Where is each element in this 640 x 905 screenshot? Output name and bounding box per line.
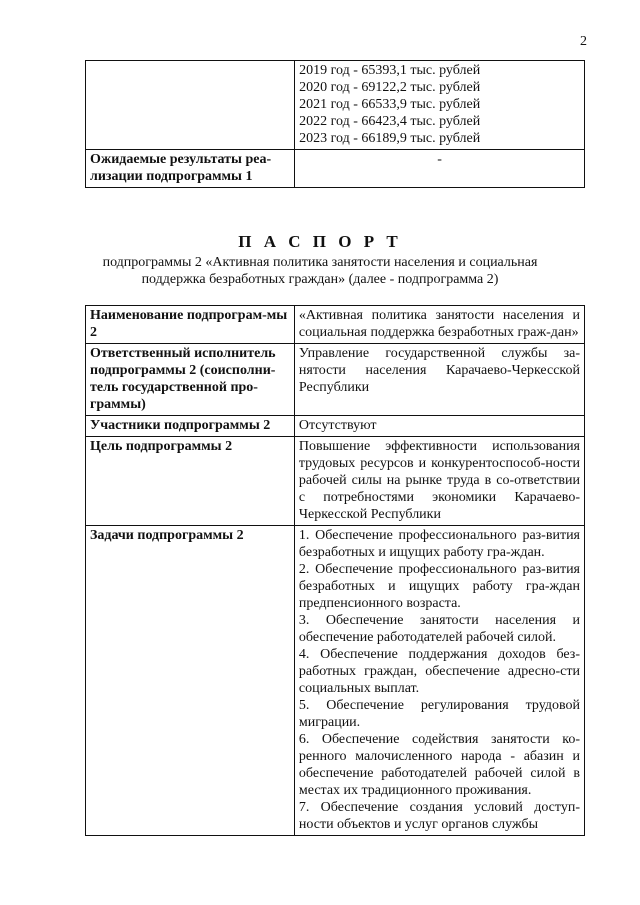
funding-line-2021: 2021 год - 66533,9 тыс. рублей — [299, 97, 481, 112]
table-row — [86, 344, 585, 416]
task-item-1: 1. Обеспечение профессионального раз-вития безработных и ищущих работу гра-ждан. — [298, 528, 580, 560]
table-row — [86, 416, 585, 437]
page-number: 2 — [580, 34, 587, 49]
funding-row — [86, 61, 585, 150]
expected-results-label-line-2: лизации подпрограммы 1 — [90, 169, 253, 184]
passport-heading — [0, 232, 640, 288]
participants-label: Участники подпрограммы 2 — [86, 416, 295, 437]
executor-value: Управление государственной службы за-нятости населения Карачаево-Черкесской Республики — [294, 344, 584, 416]
task-item-6: 6. Обеспечение содействия занятости ко-ренного малочисленного народа - абазин и обеспечение работодателей рабочей силой в местах их традиционного проживания. — [298, 732, 580, 798]
task-item-2: 2. Обеспечение профессионального раз-вития безработных и ищущих работу гра-ждан предпенсионного возраста. — [298, 562, 580, 611]
name-label: Наименование подпрограм-мы 2 — [86, 306, 295, 344]
task-item-7: 7. Обеспечение создания условий доступ-ности объектов и услуг органов службы — [298, 800, 580, 832]
name-value: «Активная политика занятости населения и социальная поддержка безработных граж-дан» — [294, 306, 584, 344]
task-item-4: 4. Обеспечение поддержания доходов без-работных граждан, обеспечение адресно-сти социальных выплат. — [298, 647, 580, 696]
funding-line-2019: 2019 год - 65393,1 тыс. рублей — [299, 63, 481, 78]
table-row — [86, 526, 585, 836]
goal-label: Цель подпрограммы 2 — [86, 437, 295, 526]
passport-table — [85, 305, 585, 836]
expected-results-label-line-1: Ожидаемые результаты реа- — [90, 152, 272, 167]
expected-results-value: - — [295, 150, 585, 188]
expected-results-row — [86, 150, 585, 188]
funding-values-cell — [295, 61, 585, 150]
executor-label: Ответственный исполнитель подпрограммы 2 (соисполни-тель государственной про-граммы) — [86, 344, 295, 416]
goal-value: Повышение эффективности использования трудовых ресурсов и конкурентоспособ-ности рабочей силы на рынке труда в со-ответствии с потребностями экономики Карачаево-Черкесской Республики — [294, 437, 584, 526]
expected-results-label — [86, 150, 295, 188]
funding-line-2023: 2023 год - 66189,9 тыс. рублей — [299, 131, 481, 146]
table-row — [86, 306, 585, 344]
passport-title: П А С П О Р Т — [238, 232, 402, 251]
table-row — [86, 437, 585, 526]
passport-subtitle-line-1: подпрограммы 2 «Активная политика занятости населения и социальная — [102, 255, 538, 270]
funding-line-2020: 2020 год - 69122,2 тыс. рублей — [299, 80, 481, 95]
funding-label-cell — [86, 61, 295, 150]
tasks-label: Задачи подпрограммы 2 — [86, 526, 295, 836]
tasks-value — [294, 526, 584, 836]
task-item-5: 5. Обеспечение регулирования трудовой миграции. — [298, 698, 580, 730]
task-item-3: 3. Обеспечение занятости населения и обеспечение работодателей рабочей силой. — [298, 613, 580, 645]
funding-table — [85, 60, 585, 188]
funding-line-2022: 2022 год - 66423,4 тыс. рублей — [299, 114, 481, 129]
passport-subtitle-line-2: поддержка безработных граждан» (далее - подпрограмма 2) — [141, 272, 499, 287]
participants-value: Отсутствуют — [294, 416, 584, 437]
